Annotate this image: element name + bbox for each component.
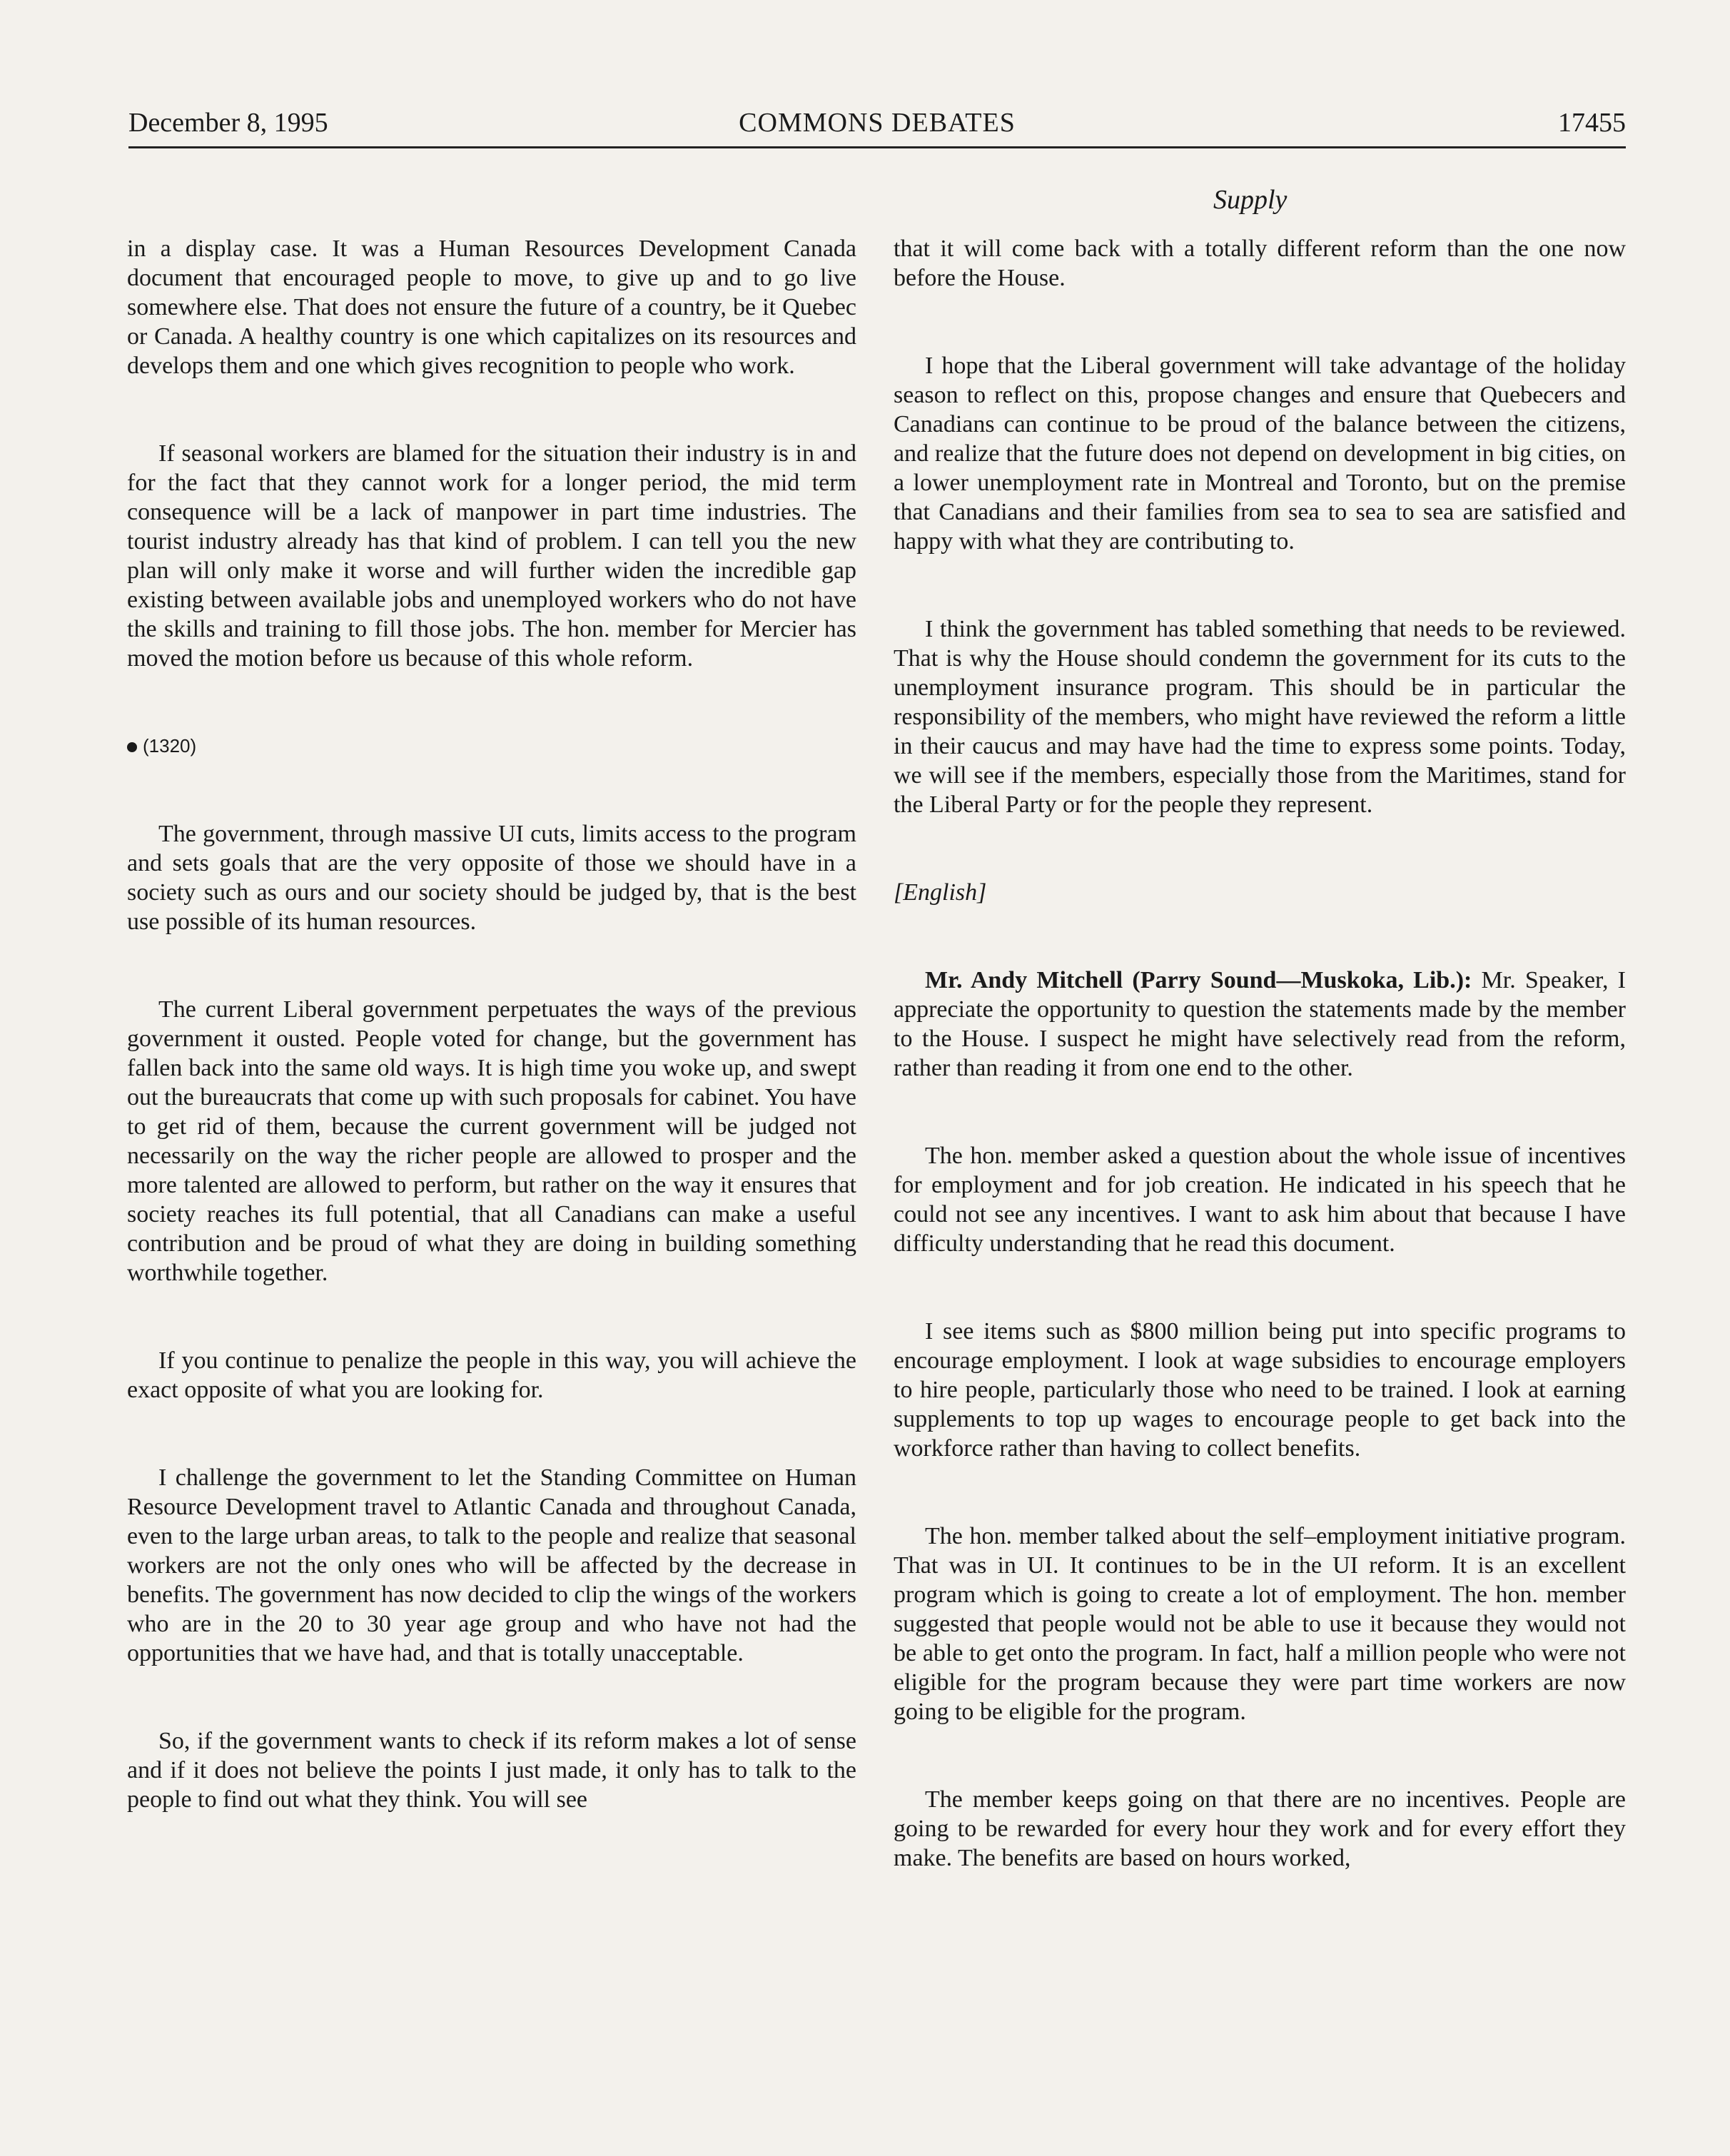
paragraph: I hope that the Liberal government will take advantage of the holiday season to reflect on this, propose changes and ensure that Quebecers and Canadians can continue to be proud of the balance between the citizens, and realize that the future does not depend on development in big cities, on a lower unemployment rate in Montreal and Toronto, but on the premise that Canadians and their families from sea to sea to sea are satisfied and happy with what they are contributing to. [894,353,1626,555]
paragraph: The government, through massive UI cuts, limits access to the program and sets goals that are the very opposite of those we should have in a society such as ours and our society should be judged by, that is the best use possible of its human resources. [127,821,856,935]
header-title: COMMONS DEBATES [739,108,1016,138]
header-page-number: 17455 [1558,108,1626,138]
left-column [127,234,856,1843]
paragraph: So, if the government wants to check if its reform makes a lot of sense and if it does not believe the points I just made, it only has to talk to the people to find out what they think. You will see [127,1728,856,1813]
language-tag: [English] [894,879,987,906]
paragraph: The current Liberal government perpetuates the ways of the previous government it ousted. People voted for change, but the government has fallen back into the same old ways. It is high time you woke up, and swept out the bureaucrats that come up with such proposals for cabinet. You have to get rid of them, because the current government will be judged not necessarily on the way the richer people are allowed to prosper and the more talented are allowed to perform, but rather on the way it ensures that society reaches its full potential, that all Canadians can make a useful contribution and be proud of what they are doing in building something worthwhile together. [127,996,856,1286]
page-header [128,107,1626,150]
speaker-name: Mr. Andy Mitchell (Parry Sound—Muskoka, Lib.): [925,967,1472,993]
paragraph: The member keeps going on that there are no incentives. People are going to be rewarded for every hour they work and for every effort they make. The benefits are based on hours worked, [894,1786,1626,1871]
paragraph: I think the government has tabled something that needs to be reviewed. That is why the House should condemn the government for its cuts to the unemployment insurance program. This should be in particular the responsibility of the members, who might have reviewed the reform a little in their caucus and may have had the time to express some points. Today, we will see if the members, especially those from the Maritimes, stand for the Liberal Party or for the people they represent. [894,616,1626,818]
paragraph: I see items such as $800 million being put into specific programs to encourage employment. I look at wage subsidies to encourage employers to hire people, particularly those who need to be trained. I look at earning supplements to top up wages to encourage people to get back into the workforce rather than having to collect benefits. [894,1318,1626,1462]
time-marker-text: (1320) [143,735,197,756]
header-date: December 8, 1995 [128,108,328,138]
time-marker [127,732,856,761]
paragraph: in a display case. It was a Human Resources Development Canada document that encouraged people to move, to give up and to go live somewhere else. That does not ensure the future of a country, be it Quebec or Canada. A healthy country is one which capitalizes on its resources and develops them and one which gives recognition to people who work. [127,236,856,379]
paragraph: that it will come back with a totally different reform than the one now before the House. [894,236,1626,291]
paragraph: The hon. member asked a question about the whole issue of incentives for employment and for job creation. He indicated in his speech that he could not see any incentives. I want to ask him about that because I have difficulty understanding that he read this document. [894,1143,1626,1257]
paragraph: The hon. member talked about the self–employment initiative program. That was in UI. It continues to be in the UI reform. It is an excellent program which is going to create a lot of employment. The hon. member suggested that people would not be able to use it because they would not be able to get onto the program. In fact, half a million people who were not eligible for the program because they were part time workers are now going to be eligible for the program. [894,1523,1626,1725]
right-column [894,234,1626,1902]
paragraph: If seasonal workers are blamed for the situation their industry is in and for the fact that they cannot work for a longer period, the mid term consequence will be a lack of manpower in part time industries. The tourist industry already has that kind of problem. I can tell you the new plan will only make it worse and will further widen the incredible gap existing between available jobs and unemployed workers who do not have the skills and training to fill those jobs. The hon. member for Mercier has moved the motion before us because of this whole reform. [127,440,856,672]
section-label: Supply [1213,185,1288,215]
paragraph: I challenge the government to let the Standing Committee on Human Resource Development travel to Atlantic Canada and throughout Canada, even to the large urban areas, to talk to the people and realize that seasonal workers are not the only ones who will be affected by the decrease in benefits. The government has now decided to clip the wings of the workers who are in the 20 to 30 year age group and who have not had the opportunities that we have had, and that is totally unacceptable. [127,1464,856,1666]
speaker-text: Mr. Speaker, I appreciate the opportunity to question the statements made by the member to the House. I suspect he might have selectively read from the reform, rather than reading it from one end to the other. [894,967,1626,1081]
header-rule [128,146,1626,148]
paragraph: If you continue to penalize the people in this way, you will achieve the exact opposite of what you are looking for. [127,1347,856,1403]
speaker-paragraph [894,966,1626,1083]
bullet-icon [127,742,137,752]
